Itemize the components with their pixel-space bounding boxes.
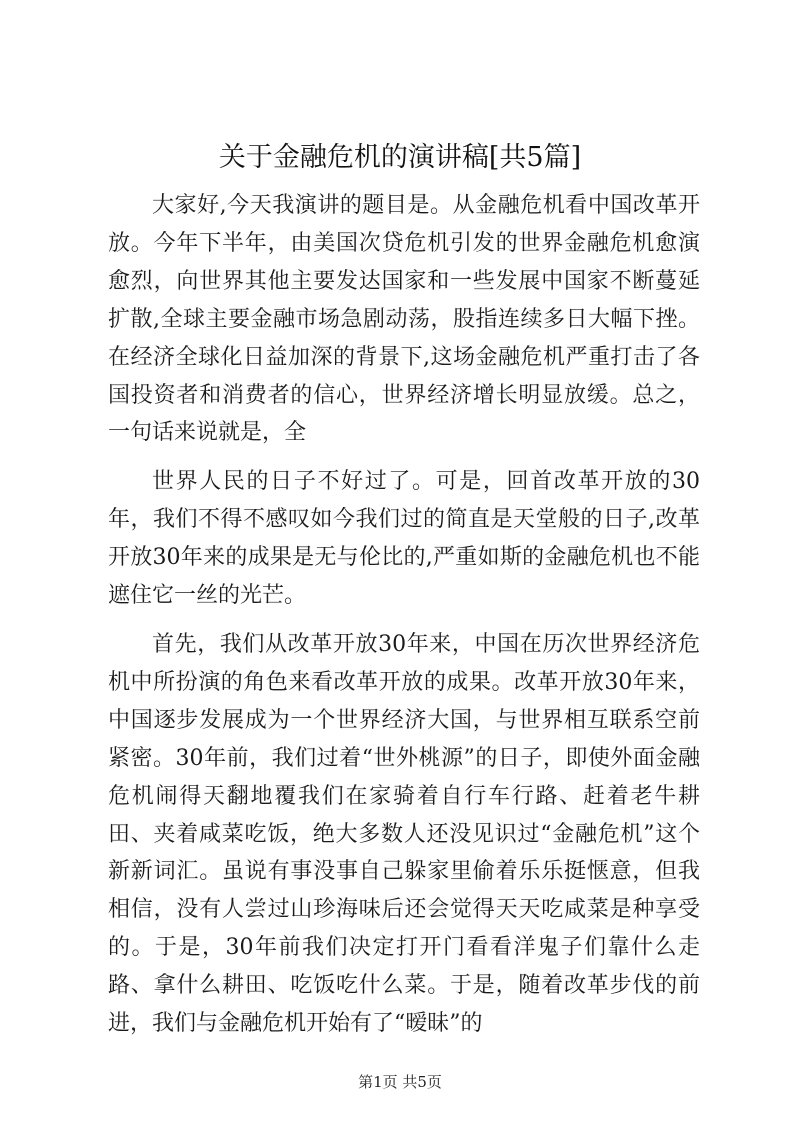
paragraph-1: 大家好,今天我演讲的题目是。从金融危机看中国改革开放。今年下半年，由美国次贷危机引发的世界金融危机愈演愈烈，向世界其他主要发达国家和一些发展中国家不断蔓延扩散,全球主要金融市场急剧动荡，股指连续多日大幅下挫。在经济全球化日益加深的背景下,这场金融危机严重打击了各国投资者和消费者的信心，世界经济增长明显放缓。总之，一句话来说就是，全	[108, 193, 700, 446]
paragraph-3: 首先，我们从改革开放30年来，中国在历次世界经济危机中所扮演的角色来看改革开放的成果。改革开放30年来，中国逐步发展成为一个世界经济大国，与世界相互联系空前紧密。30年前，我们过着“世外桃源”的日子，即使外面金融危机闹得天翻地覆我们在家骑着自行车行路、赶着老牛耕田、夹着咸菜吃饭，绝大多数人还没见识过“金融危机”这个新新词汇。虽说有事没事自己躲家里偷着乐乐挺惬意，但我相信，没有人尝过山珍海味后还会觉得天天吃咸菜是种享受的。于是，30年前我们决定打开门看看洋鬼子们靠什么走路、拿什么耕田、吃饭吃什么菜。于是，随着改革步伐的前进，我们与金融危机开始有了“暧昧”的	[108, 631, 700, 1037]
page-number: 第1页	[358, 1073, 398, 1091]
page-footer	[0, 1072, 800, 1092]
document-body	[108, 187, 700, 1043]
document-title: 关于金融危机的演讲稿[共5篇]	[218, 142, 582, 173]
paragraph-2: 世界人民的日子不好过了。可是，回首改革开放的30年，我们不得不感叹如今我们过的简直是天堂般的日子,改革开放30年来的成果是无与伦比的,严重如斯的金融危机也不能遮住它一丝的光芒。	[108, 469, 700, 609]
page-total: 共5页	[402, 1073, 442, 1091]
